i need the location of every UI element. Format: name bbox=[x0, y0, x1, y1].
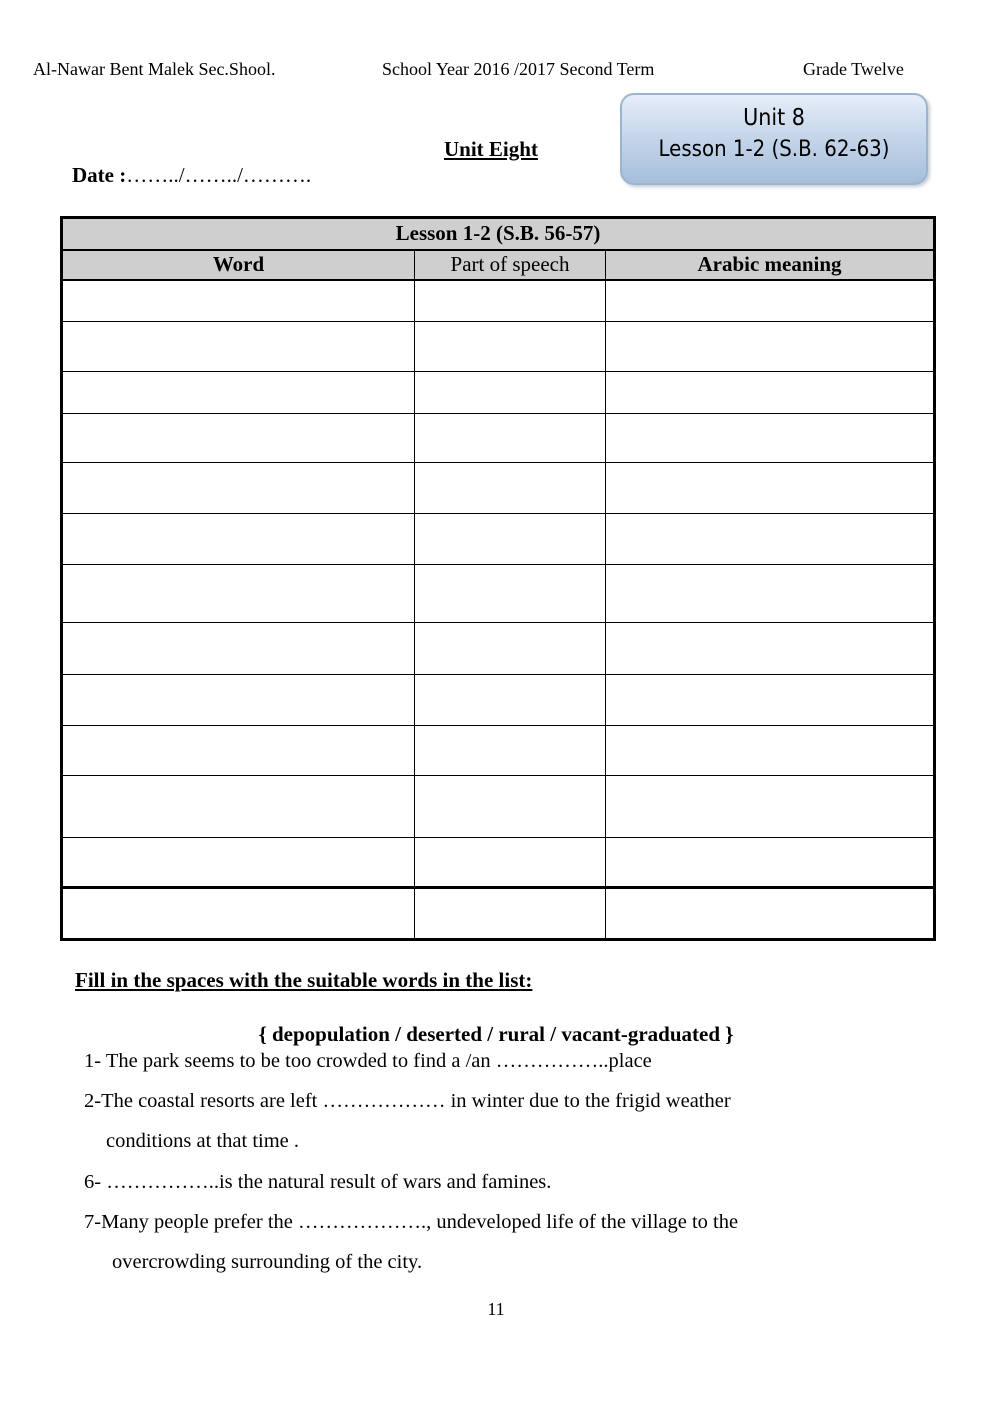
table-row bbox=[62, 623, 935, 675]
question-6: 6- ……………..is the natural result of wars and famines. bbox=[84, 1171, 552, 1193]
table-caption: Lesson 1-2 (S.B. 56-57) bbox=[62, 218, 935, 250]
question-7-continued: overcrowding surrounding of the city. bbox=[112, 1251, 423, 1273]
arabic-meaning-cell[interactable] bbox=[606, 888, 935, 940]
word-cell[interactable] bbox=[62, 838, 415, 888]
column-header-word: Word bbox=[62, 250, 415, 280]
question-2-continued: conditions at that time . bbox=[106, 1130, 300, 1152]
table-row bbox=[62, 838, 935, 888]
question-2: 2-The coastal resorts are left ……………… in winter due to the frigid weather bbox=[84, 1090, 731, 1112]
arabic-meaning-cell[interactable] bbox=[606, 675, 935, 726]
arabic-meaning-cell[interactable] bbox=[606, 726, 935, 776]
table-row bbox=[62, 565, 935, 623]
page-title: Unit Eight bbox=[444, 137, 538, 161]
word-cell[interactable] bbox=[62, 322, 415, 372]
part-of-speech-cell[interactable] bbox=[415, 623, 606, 675]
arabic-meaning-cell[interactable] bbox=[606, 414, 935, 463]
arabic-meaning-cell[interactable] bbox=[606, 322, 935, 372]
arabic-meaning-cell[interactable] bbox=[606, 776, 935, 838]
table-row bbox=[62, 888, 935, 940]
table-row bbox=[62, 414, 935, 463]
word-cell[interactable] bbox=[62, 776, 415, 838]
exercise-instruction: Fill in the spaces with the suitable words in the list: bbox=[75, 968, 533, 992]
word-cell[interactable] bbox=[62, 675, 415, 726]
date-line bbox=[72, 163, 311, 188]
part-of-speech-cell[interactable] bbox=[415, 888, 606, 940]
question-7: 7-Many people prefer the ………………., undeveloped life of the village to the bbox=[84, 1211, 739, 1233]
page-number: 11 bbox=[487, 1299, 505, 1319]
word-cell[interactable] bbox=[62, 565, 415, 623]
part-of-speech-cell[interactable] bbox=[415, 280, 606, 322]
school-name: Al-Nawar Bent Malek Sec.Shool. bbox=[33, 59, 276, 79]
word-cell[interactable] bbox=[62, 514, 415, 565]
table-row bbox=[62, 322, 935, 372]
arabic-meaning-cell[interactable] bbox=[606, 463, 935, 514]
vocabulary-table bbox=[60, 216, 936, 941]
word-cell[interactable] bbox=[62, 726, 415, 776]
part-of-speech-cell[interactable] bbox=[415, 372, 606, 414]
part-of-speech-cell[interactable] bbox=[415, 726, 606, 776]
word-cell[interactable] bbox=[62, 888, 415, 940]
question-1: 1- The park seems to be too crowded to find a /an ……………..place bbox=[84, 1050, 652, 1072]
word-cell[interactable] bbox=[62, 463, 415, 514]
part-of-speech-cell[interactable] bbox=[415, 322, 606, 372]
arabic-meaning-cell[interactable] bbox=[606, 280, 935, 322]
table-row bbox=[62, 514, 935, 565]
part-of-speech-cell[interactable] bbox=[415, 414, 606, 463]
table-row bbox=[62, 463, 935, 514]
table-row bbox=[62, 675, 935, 726]
arabic-meaning-cell[interactable] bbox=[606, 623, 935, 675]
word-cell[interactable] bbox=[62, 414, 415, 463]
part-of-speech-cell[interactable] bbox=[415, 838, 606, 888]
arabic-meaning-cell[interactable] bbox=[606, 838, 935, 888]
part-of-speech-cell[interactable] bbox=[415, 776, 606, 838]
word-cell[interactable] bbox=[62, 280, 415, 322]
grade-level: Grade Twelve bbox=[803, 59, 904, 79]
word-cell[interactable] bbox=[62, 623, 415, 675]
column-header-arabic-meaning: Arabic meaning bbox=[606, 250, 935, 280]
table-row bbox=[62, 372, 935, 414]
unit-label: Unit 8 bbox=[743, 105, 805, 131]
column-header-part-of-speech: Part of speech bbox=[415, 250, 606, 280]
lesson-label: Lesson 1-2 (S.B. 62-63) bbox=[658, 137, 890, 162]
word-cell[interactable] bbox=[62, 372, 415, 414]
part-of-speech-cell[interactable] bbox=[415, 514, 606, 565]
part-of-speech-cell[interactable] bbox=[415, 675, 606, 726]
table-row bbox=[62, 726, 935, 776]
arabic-meaning-cell[interactable] bbox=[606, 372, 935, 414]
part-of-speech-cell[interactable] bbox=[415, 565, 606, 623]
table-row bbox=[62, 776, 935, 838]
school-year-term: School Year 2016 /2017 Second Term bbox=[382, 59, 655, 79]
arabic-meaning-cell[interactable] bbox=[606, 514, 935, 565]
date-label: Date : bbox=[72, 163, 127, 187]
table-row bbox=[62, 280, 935, 322]
date-blank[interactable]: ……../……../………. bbox=[126, 163, 312, 187]
part-of-speech-cell[interactable] bbox=[415, 463, 606, 514]
arabic-meaning-cell[interactable] bbox=[606, 565, 935, 623]
word-list: { depopulation / deserted / rural / vacant-graduated } bbox=[258, 1022, 734, 1046]
unit-lesson-box bbox=[620, 93, 928, 185]
